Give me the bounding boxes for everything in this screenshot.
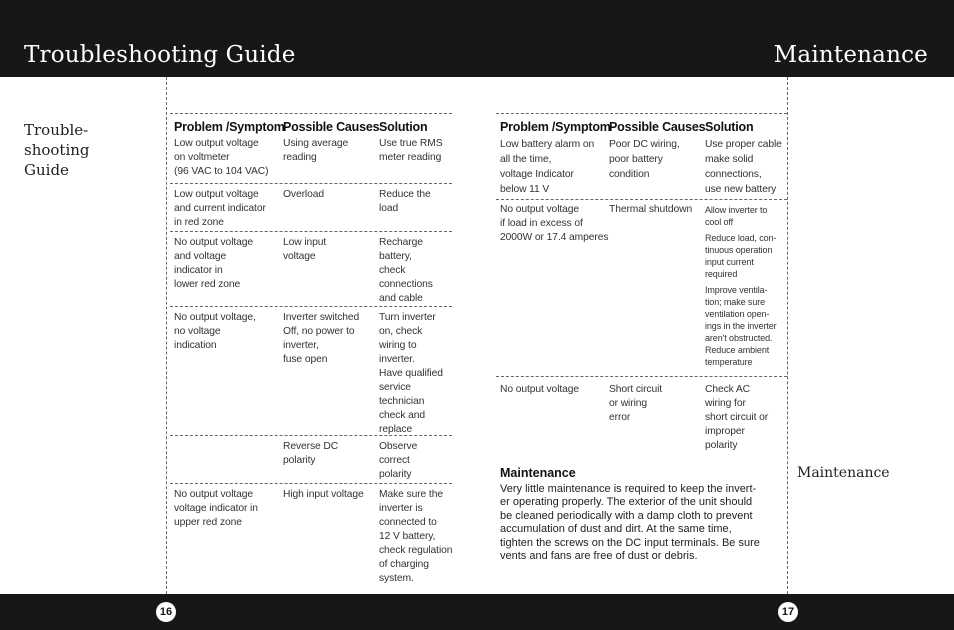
cell-line: connections [379,279,433,290]
column-header-problem: Problem /Symptom [174,120,285,134]
cell-line: Improve ventila- [705,285,768,295]
page-title-left: Troubleshooting Guide [24,42,296,68]
cell-line: technician [379,396,425,407]
cell-line: lower red zone [174,279,241,290]
cell-line: battery, [379,251,412,262]
column-header-problem: Problem /Symptom [500,120,611,134]
table-row-cause [283,488,364,502]
cell-line: replace [379,424,413,435]
cell-line: indicator in [174,265,223,276]
table-row-problem [174,488,258,530]
table-row-cause [609,203,692,217]
cell-line: polarity [705,440,738,451]
cell-line: Low output voltage [174,138,259,149]
cell-line: tinuous operation [705,245,773,255]
table-row-problem [500,137,594,197]
table-row-cause [283,311,359,367]
cell-line: all the time, [500,154,552,165]
cell-line: and current indicator [174,203,266,214]
cell-line: High input voltage [283,489,364,500]
cell-line: make solid [705,154,754,165]
table-row-solution [379,440,417,482]
cell-line: reading [283,152,317,163]
cell-line: wiring to [379,340,417,351]
cell-line: system. [379,573,414,584]
cell-line: polarity [283,455,316,466]
column-divider-right [787,77,788,594]
table-row-problem [174,137,268,179]
cell-line: cool off [705,217,734,227]
cell-line: on voltmeter [174,152,230,163]
row-divider [170,483,452,484]
cell-line: poor battery [609,154,663,165]
column-divider-left [166,77,167,594]
table-row-solution [379,137,442,165]
column-header-solution: Solution [379,120,428,134]
row-divider [496,376,787,377]
column-header-solution: Solution [705,120,754,134]
cell-line: inverter is [379,503,423,514]
cell-line: Turn inverter [379,312,436,323]
cell-line: error [609,412,631,423]
column-header-causes: Possible Causes [283,120,380,134]
cell-line: condition [609,169,650,180]
cell-line: on, check [379,326,423,337]
cell-line: use new battery [705,184,777,195]
sidebar-label-line: Trouble- [24,121,89,139]
cell-line: voltage [283,251,316,262]
cell-line: Check AC [705,384,750,395]
row-divider [170,306,452,307]
cell-line: temperature [705,357,753,367]
paragraph-line: tighten the screws on the DC input terminals. Be sure [500,536,760,549]
table-row-solution [379,488,452,586]
cell-line: load [379,203,399,214]
table-row-cause [283,188,324,202]
cell-line: Reduce ambient [705,345,770,355]
paragraph-line: accumulation of dust and dirt. At the same time, [500,523,732,536]
cell-line: Low input [283,237,327,248]
cell-line: 12 V battery, [379,531,436,542]
cell-line: check [379,265,406,276]
cell-line: required [705,269,738,279]
cell-line: No output voltage, [174,312,256,323]
table-row-cause [283,236,326,264]
column-header-causes: Possible Causes [609,120,706,134]
sidebar-label-line: Guide [24,161,69,179]
row-divider [170,231,452,232]
paragraph-line: Very little maintenance is required to keep the invert- [500,483,757,495]
row-divider [170,435,452,436]
cell-line: service [379,382,411,393]
cell-line: Make sure the [379,489,443,500]
paragraph-line: vents and fans are free of dust or debris. [500,550,698,563]
maintenance-paragraph [500,483,782,563]
cell-line: meter reading [379,152,442,163]
cell-line: Observe [379,441,418,452]
cell-line: Using average [283,138,349,149]
table-row-problem [174,311,256,353]
maintenance-heading: Maintenance [500,466,576,480]
cell-line: polarity [379,469,412,480]
sidebar-label-troubleshooting [24,120,154,180]
cell-line: Thermal shutdown [609,204,693,215]
paragraph-line: be cleaned periodically with a damp cloth to prevent [500,509,753,522]
table-row-problem [174,236,253,292]
cell-line: 2000W or 17.4 amperes [500,232,609,243]
table-row-cause [283,137,348,165]
cell-line: Recharge [379,237,423,248]
footer-band [0,594,954,630]
cell-line: and voltage [174,251,227,262]
cell-line: wiring for [705,398,746,409]
cell-line: upper red zone [174,517,242,528]
cell-line: Overload [283,189,324,200]
cell-line: inverter. [379,354,415,365]
row-divider [496,199,787,200]
cell-line: Have qualified [379,368,443,379]
table-top-rule [170,113,452,114]
cell-line: connected to [379,517,437,528]
cell-line: correct [379,455,410,466]
cell-line: fuse open [283,354,328,365]
cell-line: Allow inverter to [705,205,768,215]
table-row-solution [379,236,433,306]
cell-line: indication [174,340,217,351]
page-number-left: 16 [156,602,176,622]
table-row-problem [174,188,266,230]
cell-line: and cable [379,293,423,304]
cell-line: connections, [705,169,762,180]
cell-line: improper [705,426,745,437]
table-row-cause [609,383,662,425]
table-row-cause [609,137,680,182]
cell-line: Reverse DC [283,441,339,452]
header-band [0,0,954,77]
cell-line: No output voltage [500,384,580,395]
cell-line: input current [705,257,754,267]
cell-line: no voltage [174,326,221,337]
cell-line: or wiring [609,398,648,409]
cell-line: check and [379,410,426,421]
cell-line: voltage indicator in [174,503,258,514]
cell-line: Use proper cable [705,139,782,150]
table-row-solution [705,137,782,197]
cell-line: Off, no power to [283,326,355,337]
cell-line: Use true RMS [379,138,443,149]
cell-line: Low battery alarm on [500,139,595,150]
cell-line: Inverter switched [283,312,360,323]
table-row-solution [379,188,431,216]
cell-line: No output voltage [174,489,254,500]
cell-line: in red zone [174,217,224,228]
cell-line: ventilation open- [705,309,770,319]
cell-line: Poor DC wiring, [609,139,680,150]
cell-line: No output voltage [500,204,580,215]
paragraph-line: er operating properly. The exterior of the unit should [500,496,753,509]
cell-line: below 11 V [500,184,550,195]
table-row-problem [500,383,579,397]
cell-line: of charging [379,559,429,570]
cell-line: if load in excess of [500,218,583,229]
table-row-solution [705,204,777,368]
cell-line: (96 VAC to 104 VAC) [174,166,269,177]
sidebar-label-line: shooting [24,141,90,159]
cell-line: No output voltage [174,237,254,248]
cell-line: short circuit or [705,412,769,423]
page-number-right: 17 [778,602,798,622]
page-title-right: Maintenance [773,42,928,68]
cell-line: voltage Indicator [500,169,574,180]
table-row-cause [283,440,338,468]
cell-line: Short circuit [609,384,663,395]
table-top-rule [496,113,787,114]
row-divider [170,183,452,184]
cell-line: Reduce the [379,189,431,200]
cell-line: Reduce load, con- [705,233,777,243]
sidebar-label-maintenance: Maintenance [797,465,890,481]
cell-line: aren't obstructed. [705,333,773,343]
cell-line: Low output voltage [174,189,259,200]
cell-line: ings in the inverter [705,321,777,331]
table-row-solution [379,311,443,437]
table-row-solution [705,383,768,453]
cell-line: inverter, [283,340,319,351]
table-row-problem [500,203,608,245]
cell-line: tion; make sure [705,297,766,307]
cell-line: check regulation [379,545,453,556]
